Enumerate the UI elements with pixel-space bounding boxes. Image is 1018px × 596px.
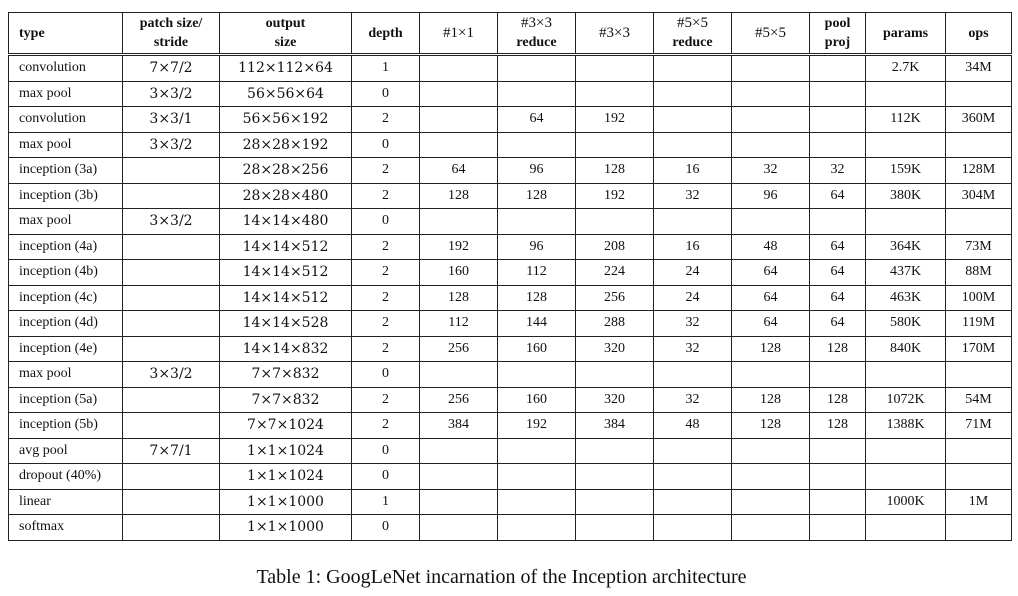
table-cell-params: 1000K [866,489,946,515]
table-cell-output: 1×1×1000 [220,515,352,541]
table-cell-depth: 2 [352,234,420,260]
table-cell-c5x5 [732,81,810,107]
table-cell-patch [123,285,220,311]
table-row [9,81,1012,107]
table-cell-params: 840K [866,336,946,362]
table-cell-params: 463K [866,285,946,311]
table-cell-pool [810,132,866,158]
column-header-pool [810,13,866,55]
table-cell-c5x5 [732,362,810,388]
table-cell-r5x5: 16 [654,158,732,184]
table-cell-type: dropout (40%) [9,464,123,490]
table-row [9,183,1012,209]
table-cell-c1x1: 384 [420,413,498,439]
table-cell-r3x3 [498,464,576,490]
table-cell-c3x3: 320 [576,336,654,362]
table-cell-c3x3: 128 [576,158,654,184]
table-cell-type: inception (4b) [9,260,123,286]
table-cell-type: linear [9,489,123,515]
table-cell-depth: 2 [352,285,420,311]
table-cell-depth: 2 [352,107,420,133]
table-cell-r3x3: 96 [498,234,576,260]
table-cell-patch [123,183,220,209]
table-cell-pool [810,464,866,490]
table-cell-r3x3 [498,132,576,158]
table-cell-type: max pool [9,209,123,235]
table-cell-r3x3: 192 [498,413,576,439]
table-cell-ops [946,209,1012,235]
table-cell-patch: 3×3/2 [123,132,220,158]
table-cell-c5x5: 48 [732,234,810,260]
column-header-params: params [866,13,946,55]
table-cell-c3x3 [576,489,654,515]
table-cell-pool: 128 [810,413,866,439]
column-header-line1: output [265,16,306,31]
table-cell-r5x5 [654,464,732,490]
table-cell-depth: 2 [352,387,420,413]
table-row [9,234,1012,260]
table-cell-r3x3 [498,515,576,541]
table-row [9,311,1012,337]
column-header-c1x1: #1×1 [420,13,498,55]
table-cell-output: 28×28×192 [220,132,352,158]
table-cell-type: inception (4c) [9,285,123,311]
column-header-line2: reduce [672,35,713,50]
table-cell-params: 1388K [866,413,946,439]
table-cell-patch [123,515,220,541]
table-cell-type: inception (3b) [9,183,123,209]
table-row [9,413,1012,439]
table-row [9,107,1012,133]
table-cell-ops: 71M [946,413,1012,439]
table-cell-r3x3: 128 [498,183,576,209]
table-cell-c3x3: 192 [576,107,654,133]
table-cell-output: 56×56×64 [220,81,352,107]
table-cell-depth: 2 [352,413,420,439]
table-cell-r3x3 [498,209,576,235]
table-cell-r3x3: 128 [498,285,576,311]
table-cell-patch [123,311,220,337]
table-cell-r3x3: 112 [498,260,576,286]
table-cell-type: max pool [9,81,123,107]
table-cell-depth: 2 [352,183,420,209]
table-cell-patch [123,336,220,362]
table-cell-type: inception (3a) [9,158,123,184]
table-cell-depth: 0 [352,209,420,235]
column-header-line2: stride [153,35,189,50]
column-header-r3x3 [498,13,576,55]
table-row [9,387,1012,413]
table-cell-ops: 360M [946,107,1012,133]
table-cell-r5x5 [654,55,732,82]
table-cell-ops [946,132,1012,158]
table-row [9,362,1012,388]
table-cell-params: 1072K [866,387,946,413]
table-row [9,209,1012,235]
table-cell-output: 7×7×832 [220,362,352,388]
table-cell-pool: 128 [810,336,866,362]
table-cell-c1x1 [420,515,498,541]
table-cell-r5x5 [654,438,732,464]
table-cell-r3x3: 160 [498,387,576,413]
table-cell-c1x1: 256 [420,336,498,362]
table-cell-pool: 64 [810,260,866,286]
table-cell-c1x1 [420,209,498,235]
table-cell-type: max pool [9,362,123,388]
table-header-row [9,13,1012,55]
table-cell-output: 14×14×528 [220,311,352,337]
table-cell-c1x1 [420,107,498,133]
table-cell-c5x5 [732,132,810,158]
table-cell-params [866,81,946,107]
column-header-line2: reduce [516,35,557,50]
table-cell-r5x5: 48 [654,413,732,439]
table-cell-patch [123,413,220,439]
table-cell-c5x5 [732,515,810,541]
table-cell-c3x3 [576,438,654,464]
table-cell-c5x5: 128 [732,413,810,439]
table-cell-r5x5: 24 [654,285,732,311]
table-cell-output: 28×28×256 [220,158,352,184]
table-cell-c3x3 [576,464,654,490]
table-cell-patch: 3×3/2 [123,209,220,235]
table-cell-c5x5 [732,55,810,82]
table-cell-r3x3: 144 [498,311,576,337]
table-row [9,336,1012,362]
table-cell-ops [946,81,1012,107]
table-cell-output: 14×14×832 [220,336,352,362]
table-cell-r3x3 [498,362,576,388]
table-cell-params [866,362,946,388]
table-cell-c1x1: 112 [420,311,498,337]
table-cell-pool: 64 [810,285,866,311]
table-cell-c3x3 [576,81,654,107]
table-cell-pool: 128 [810,387,866,413]
table-cell-c5x5 [732,489,810,515]
table-cell-c1x1 [420,438,498,464]
table-cell-depth: 1 [352,55,420,82]
table-row [9,464,1012,490]
table-cell-c5x5: 64 [732,311,810,337]
table-row [9,260,1012,286]
table-cell-ops: 54M [946,387,1012,413]
table-cell-patch [123,260,220,286]
table-cell-c1x1 [420,132,498,158]
table-cell-c1x1: 256 [420,387,498,413]
table-cell-ops [946,438,1012,464]
table-cell-pool [810,362,866,388]
column-header-line2: proj [824,35,851,50]
table-cell-c3x3: 288 [576,311,654,337]
table-cell-r3x3: 64 [498,107,576,133]
table-cell-patch [123,387,220,413]
table-cell-type: softmax [9,515,123,541]
table-cell-depth: 2 [352,336,420,362]
table-cell-c1x1: 160 [420,260,498,286]
column-header-patch [123,13,220,55]
table-cell-r5x5: 32 [654,387,732,413]
table-cell-c1x1 [420,489,498,515]
table-cell-output: 14×14×512 [220,285,352,311]
table-cell-ops: 119M [946,311,1012,337]
table-cell-pool [810,438,866,464]
table-cell-r5x5: 24 [654,260,732,286]
table-cell-patch: 7×7/2 [123,55,220,82]
table-cell-r5x5 [654,132,732,158]
table-cell-patch [123,464,220,490]
table-cell-depth: 0 [352,438,420,464]
table-cell-c3x3 [576,209,654,235]
table-cell-params: 112K [866,107,946,133]
table-cell-pool: 64 [810,234,866,260]
table-cell-params: 159K [866,158,946,184]
table-cell-r5x5 [654,489,732,515]
table-row [9,132,1012,158]
table-cell-type: inception (4a) [9,234,123,260]
table-row [9,438,1012,464]
table-cell-ops: 73M [946,234,1012,260]
table-cell-type: inception (5b) [9,413,123,439]
table-cell-ops: 34M [946,55,1012,82]
column-header-r5x5 [654,13,732,55]
table-cell-output: 56×56×192 [220,107,352,133]
table-cell-patch [123,234,220,260]
table-cell-params [866,132,946,158]
column-header-ops: ops [946,13,1012,55]
table-cell-type: inception (4d) [9,311,123,337]
table-cell-pool: 32 [810,158,866,184]
table-cell-pool [810,515,866,541]
table-cell-params [866,464,946,490]
table-cell-r5x5 [654,81,732,107]
table-cell-output: 1×1×1024 [220,464,352,490]
column-header-type: type [9,13,123,55]
table-cell-output: 7×7×832 [220,387,352,413]
table-cell-depth: 0 [352,81,420,107]
table-cell-ops [946,362,1012,388]
table-cell-c3x3 [576,132,654,158]
table-cell-c5x5: 64 [732,260,810,286]
column-header-line1: #3×3 [521,15,552,31]
table-cell-c3x3 [576,515,654,541]
table-cell-output: 1×1×1000 [220,489,352,515]
table-cell-c3x3 [576,362,654,388]
table-cell-c3x3: 224 [576,260,654,286]
column-header-depth: depth [352,13,420,55]
table-cell-c3x3: 192 [576,183,654,209]
column-header-line2: size [274,35,297,50]
table-cell-c1x1: 64 [420,158,498,184]
table-cell-ops: 88M [946,260,1012,286]
table-cell-c3x3: 256 [576,285,654,311]
table-cell-r3x3 [498,489,576,515]
table-cell-depth: 0 [352,362,420,388]
table-cell-r5x5: 16 [654,234,732,260]
table-cell-r5x5: 32 [654,183,732,209]
table-cell-c1x1 [420,464,498,490]
table-cell-params [866,515,946,541]
column-header-line1: patch size/ [139,16,203,31]
table-cell-depth: 0 [352,515,420,541]
column-header-line1: pool [824,16,851,31]
table-cell-ops: 1M [946,489,1012,515]
table-cell-c3x3: 384 [576,413,654,439]
table-caption: Table 1: GoogLeNet incarnation of the Inception architecture [256,566,747,588]
table-cell-r5x5 [654,107,732,133]
table-cell-params: 2.7K [866,55,946,82]
column-header-c3x3: #3×3 [576,13,654,55]
table-row [9,489,1012,515]
table-cell-r3x3: 96 [498,158,576,184]
table-cell-pool: 64 [810,183,866,209]
table-cell-pool [810,489,866,515]
table-row [9,55,1012,82]
table-cell-ops: 100M [946,285,1012,311]
table-cell-output: 14×14×512 [220,260,352,286]
table-cell-params: 580K [866,311,946,337]
table-cell-depth: 2 [352,260,420,286]
table-cell-c1x1: 128 [420,285,498,311]
table-cell-ops [946,464,1012,490]
table-cell-output: 7×7×1024 [220,413,352,439]
table-cell-r5x5 [654,515,732,541]
table-cell-pool: 64 [810,311,866,337]
table-cell-patch: 3×3/2 [123,81,220,107]
table-cell-type: avg pool [9,438,123,464]
table-cell-c3x3: 320 [576,387,654,413]
table-cell-c5x5: 96 [732,183,810,209]
table-cell-ops [946,515,1012,541]
table-cell-output: 14×14×480 [220,209,352,235]
table-cell-r5x5: 32 [654,311,732,337]
table-row [9,515,1012,541]
table-cell-pool [810,55,866,82]
table-cell-c5x5 [732,464,810,490]
table-cell-c1x1 [420,55,498,82]
table-cell-c3x3 [576,55,654,82]
table-cell-depth: 1 [352,489,420,515]
table-cell-c5x5 [732,107,810,133]
table-row [9,285,1012,311]
table-cell-ops: 170M [946,336,1012,362]
table-cell-r3x3 [498,81,576,107]
table-cell-pool [810,107,866,133]
table-cell-depth: 0 [352,464,420,490]
architecture-table-container [8,12,1011,541]
table-cell-c5x5: 128 [732,387,810,413]
table-cell-patch: 3×3/1 [123,107,220,133]
table-cell-r3x3 [498,55,576,82]
table-cell-r3x3: 160 [498,336,576,362]
table-cell-c5x5: 32 [732,158,810,184]
table-cell-type: inception (5a) [9,387,123,413]
table-row [9,158,1012,184]
table-cell-output: 28×28×480 [220,183,352,209]
column-header-c5x5: #5×5 [732,13,810,55]
table-cell-r5x5 [654,362,732,388]
table-cell-depth: 0 [352,132,420,158]
table-cell-patch: 3×3/2 [123,362,220,388]
table-cell-c5x5 [732,209,810,235]
table-cell-ops: 128M [946,158,1012,184]
table-cell-patch: 7×7/1 [123,438,220,464]
table-cell-c5x5 [732,438,810,464]
table-cell-patch [123,158,220,184]
table-cell-output: 14×14×512 [220,234,352,260]
table-cell-output: 1×1×1024 [220,438,352,464]
table-cell-depth: 2 [352,158,420,184]
table-cell-type: max pool [9,132,123,158]
table-cell-c1x1: 128 [420,183,498,209]
table-cell-r5x5: 32 [654,336,732,362]
table-cell-c1x1: 192 [420,234,498,260]
architecture-table [8,12,1012,541]
table-cell-c5x5: 128 [732,336,810,362]
table-cell-params [866,209,946,235]
table-cell-type: convolution [9,55,123,82]
table-cell-ops: 304M [946,183,1012,209]
table-cell-c3x3: 208 [576,234,654,260]
column-header-line1: #5×5 [677,15,708,31]
table-cell-params [866,438,946,464]
table-cell-params: 364K [866,234,946,260]
table-cell-params: 380K [866,183,946,209]
table-cell-depth: 2 [352,311,420,337]
table-cell-pool [810,81,866,107]
table-cell-pool [810,209,866,235]
table-cell-r5x5 [654,209,732,235]
table-cell-c1x1 [420,362,498,388]
table-cell-params: 437K [866,260,946,286]
table-cell-c5x5: 64 [732,285,810,311]
table-cell-r3x3 [498,438,576,464]
table-cell-c1x1 [420,81,498,107]
table-cell-type: inception (4e) [9,336,123,362]
table-cell-patch [123,489,220,515]
table-body [9,55,1012,541]
table-cell-output: 112×112×64 [220,55,352,82]
table-cell-type: convolution [9,107,123,133]
column-header-output [220,13,352,55]
